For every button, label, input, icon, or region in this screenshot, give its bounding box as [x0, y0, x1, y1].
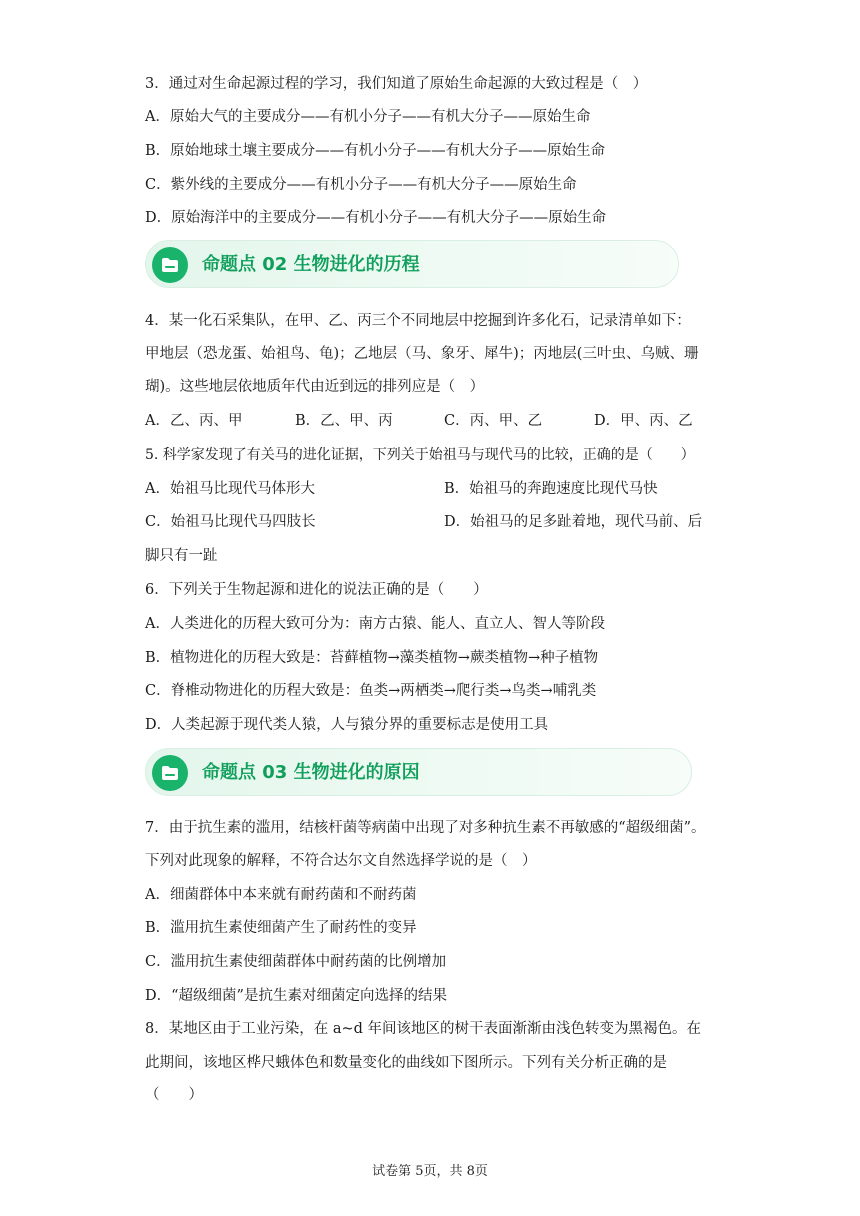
q7-option-d: D．“超级细菌”是抗生素对细菌定向选择的结果 [145, 988, 447, 1004]
section-banner-03 [145, 748, 692, 796]
q8-line-2: 此期间，该地区桦尺蛾体色和数量变化的曲线如下图所示。下列有关分析正确的是 [145, 1055, 667, 1071]
section-title-03: 命题点 03 生物进化的原因 [202, 762, 420, 783]
q8-line-3: （ ） [145, 1087, 203, 1103]
q3-option-a: A．原始大气的主要成分——有机小分子——有机大分子——原始生命 [145, 109, 591, 125]
q7-option-b: B．滥用抗生素使细菌产生了耐药性的变异 [145, 920, 417, 936]
q6-option-a: A．人类进化的历程大致可分为：南方古猿、能人、直立人、智人等阶段 [145, 616, 605, 632]
page-footer: 试卷第 5页，共 8页 [372, 1164, 488, 1179]
q5-option-c: C．始祖马比现代马四肢长 [145, 514, 316, 530]
section-banner-02 [145, 240, 679, 288]
q6-stem: 6．下列关于生物起源和进化的说法正确的是（ ） [145, 582, 488, 598]
q3-stem: 3．通过对生命起源过程的学习，我们知道了原始生命起源的大致过程是（ ） [145, 76, 648, 92]
q5-option-d: D．始祖马的足多趾着地，现代马前、后 [444, 514, 703, 530]
folder-icon [152, 755, 188, 791]
q7-line-2: 下列对此现象的解释，不符合达尔文自然选择学说的是（ ） [145, 853, 537, 869]
q4-option-c: C．丙、甲、乙 [444, 413, 543, 429]
q7-option-c: C．滥用抗生素使细菌群体中耐药菌的比例增加 [145, 954, 447, 970]
q7-option-a: A．细菌群体中本来就有耐药菌和不耐药菌 [145, 887, 417, 903]
q5-option-d-continuation: 脚只有一趾 [145, 548, 218, 564]
q4-line-1: 4．某一化石采集队，在甲、乙、丙三个不同地层中挖掘到许多化石，记录清单如下： [145, 313, 691, 329]
q8-line-1: 8．某地区由于工业污染，在 a~d 年间该地区的树干表面渐渐由浅色转变为黑褐色。在 [145, 1021, 702, 1037]
q6-option-b: B．植物进化的历程大致是：苔藓植物→藻类植物→蕨类植物→种子植物 [145, 650, 599, 666]
q5-option-a: A．始祖马比现代马体形大 [145, 481, 315, 497]
q3-option-b: B．原始地球土壤主要成分——有机小分子——有机大分子——原始生命 [145, 143, 606, 159]
q4-option-a: A．乙、丙、甲 [145, 413, 243, 429]
q6-option-d: D．人类起源于现代类人猿，人与猿分界的重要标志是使用工具 [145, 717, 549, 733]
q3-option-c: C．紫外线的主要成分——有机小分子——有机大分子——原始生命 [145, 177, 577, 193]
section-title-02: 命题点 02 生物进化的历程 [202, 254, 420, 275]
q4-line-2: 甲地层（恐龙蛋、始祖鸟、龟)；乙地层（马、象牙、犀牛)；丙地层(三叶虫、乌贼、珊 [145, 346, 699, 362]
q5-option-b: B．始祖马的奔跑速度比现代马快 [444, 481, 658, 497]
q7-line-1: 7．由于抗生素的滥用，结核杆菌等病菌中出现了对多种抗生素不再敏感的“超级细菌”。 [145, 820, 706, 836]
q4-option-b: B．乙、甲、丙 [295, 413, 393, 429]
q5-stem: 5. 科学家发现了有关马的进化证据，下列关于始祖马与现代马的比较，正确的是（ ） [145, 447, 695, 463]
q6-option-c: C．脊椎动物进化的历程大致是：鱼类→两栖类→爬行类→鸟类→哺乳类 [145, 683, 597, 699]
q3-option-d: D．原始海洋中的主要成分——有机小分子——有机大分子——原始生命 [145, 210, 607, 226]
q4-option-d: D．甲、丙、乙 [594, 413, 693, 429]
q4-line-3: 瑚)。这些地层依地质年代由近到远的排列应是（ ） [145, 379, 485, 395]
folder-icon [152, 247, 188, 283]
